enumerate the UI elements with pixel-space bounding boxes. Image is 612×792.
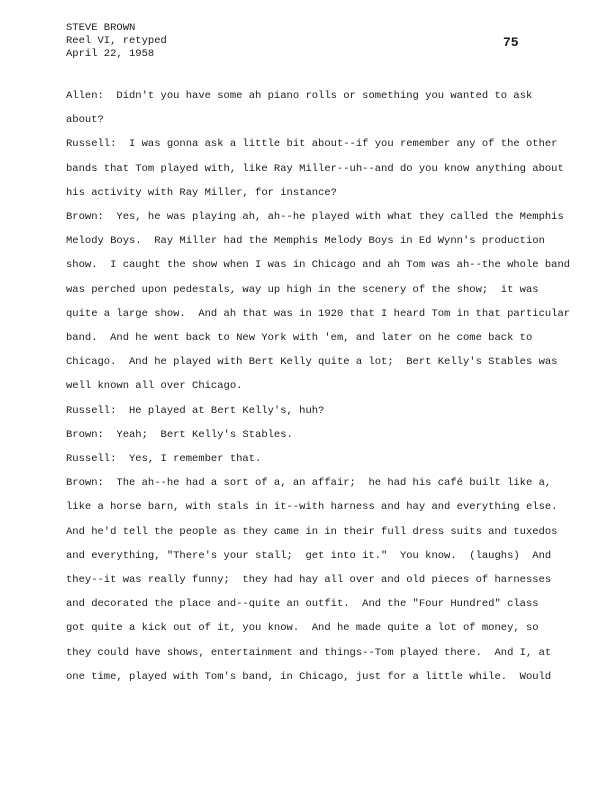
transcript-line: band. And he went back to New York with 'em, and later on he come back to <box>66 332 533 345</box>
transcript-line: Russell: Yes, I remember that. <box>66 453 262 466</box>
transcript-line: Melody Boys. Ray Miller had the Memphis Melody Boys in Ed Wynn's production <box>66 235 545 248</box>
transcript-line: Russell: I was gonna ask a little bit about--if you remember any of the other <box>66 138 558 151</box>
interview-date: April 22, 1958 <box>66 48 155 60</box>
transcript-line: Brown: Yes, he was playing ah, ah--he played with what they called the Memphis <box>66 211 564 224</box>
transcript-line: And he'd tell the people as they came in in their full dress suits and tuxedos <box>66 525 558 538</box>
transcript-line: was perched upon pedestals, way up high in the scenery of the show; it was <box>66 283 539 296</box>
transcript-line: and everything, "There's your stall; get into it." You know. (laughs) And <box>66 549 552 562</box>
transcript-line: Allen: Didn't you have some ah piano rolls or something you wanted to ask <box>66 90 533 102</box>
transcript-line: they--it was really funny; they had hay all over and old pieces of harnesses <box>66 574 552 587</box>
transcript-line: got quite a kick out of it, you know. And he made quite a lot of money, so <box>66 622 539 635</box>
reel-label: Reel VI, retyped <box>66 35 167 47</box>
transcript-line: one time, played with Tom's band, in Chicago, just for a little while. Would <box>66 670 552 683</box>
transcript-line: Russell: He played at Bert Kelly's, huh? <box>66 404 325 417</box>
transcript-line: Brown: The ah--he had a sort of a, an affair; he had his café built like a, <box>66 477 552 490</box>
transcript-line: they could have shows, entertainment and things--Tom played there. And I, at <box>66 646 552 659</box>
transcript-line: Brown: Yeah; Bert Kelly's Stables. <box>66 428 293 441</box>
transcript-line: well known all over Chicago. <box>66 380 243 393</box>
interviewee-name: STEVE BROWN <box>66 22 136 34</box>
transcript-body <box>66 84 571 689</box>
page-header <box>66 22 167 61</box>
transcript-line: bands that Tom played with, like Ray Miller--uh--and do you know anything about <box>66 162 564 175</box>
transcript-line: Chicago. And he played with Bert Kelly quite a lot; Bert Kelly's Stables was <box>66 356 558 369</box>
transcript-line: about? <box>66 114 104 127</box>
page-number: 75 <box>503 35 519 50</box>
transcript-line: quite a large show. And ah that was in 1920 that I heard Tom in that particular <box>66 307 571 320</box>
transcript-line: show. I caught the show when I was in Chicago and ah Tom was ah--the whole band <box>66 259 571 272</box>
transcript-line: his activity with Ray Miller, for instance? <box>66 186 337 199</box>
transcript-line: and decorated the place and--quite an outfit. And the "Four Hundred" class <box>66 598 539 611</box>
transcript-line: like a horse barn, with stals in it--with harness and hay and everything else. <box>66 501 558 514</box>
